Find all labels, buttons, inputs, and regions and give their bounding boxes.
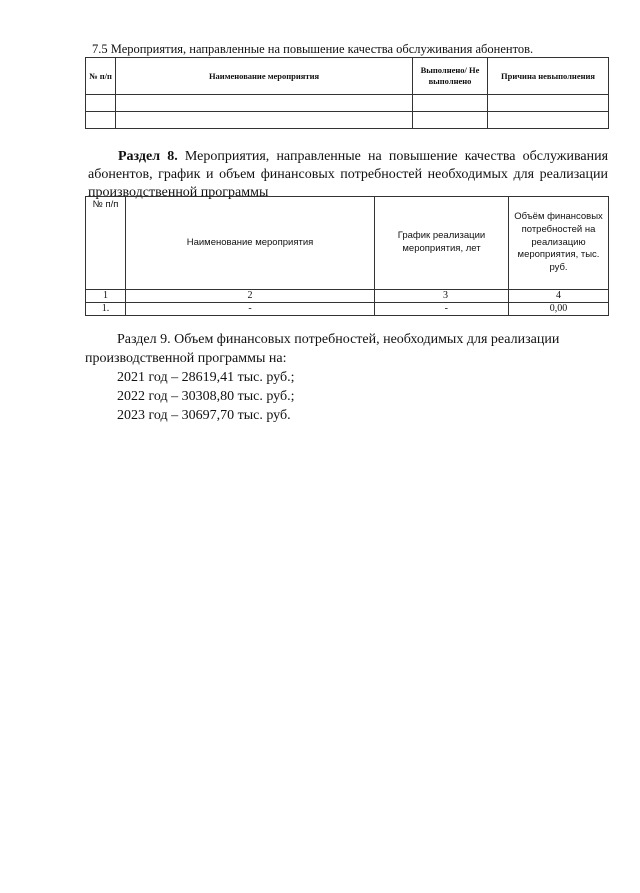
table-row [86, 95, 609, 112]
year-2021-amount: 2021 год – 28619,41 тыс. руб.; [117, 370, 295, 385]
table-cell: 1. [86, 303, 126, 316]
table-header-row [86, 197, 609, 290]
header-activity-name: Наименование мероприятия [116, 58, 413, 95]
activities-status-table [85, 57, 609, 129]
year-2023-amount: 2023 год – 30697,70 тыс. руб. [117, 408, 291, 423]
table-cell [86, 112, 116, 129]
table-cell [413, 112, 488, 129]
table-cell [116, 112, 413, 129]
table-cell: 2 [126, 290, 375, 303]
section-7-5-heading: 7.5 Мероприятия, направленные на повышение качества обслуживания абонентов. [92, 42, 534, 56]
header-number: № п/п [86, 58, 116, 95]
table-cell: 1 [86, 290, 126, 303]
table-row [86, 112, 609, 129]
table-cell [413, 95, 488, 112]
section-9-line-1: Раздел 9. Объем финансовых потребностей, необходимых для реализации [117, 332, 560, 347]
table-row [86, 303, 609, 316]
section-9-line-2: производственной программы на: [85, 351, 287, 366]
section-8-title-rest: Мероприятия, направленные на повышение качества обслуживания [184, 149, 609, 164]
section-9-paragraph [85, 330, 608, 425]
section-8-line-1 [88, 148, 608, 166]
header-reason: Причина невыполнения [488, 58, 609, 95]
table-cell [488, 112, 609, 129]
section-8-paragraph [88, 148, 608, 202]
table-cell: 0,00 [509, 303, 609, 316]
financial-needs-table [85, 196, 609, 316]
table-cell [116, 95, 413, 112]
table-cell: 4 [509, 290, 609, 303]
section-8-title: Раздел 8. [118, 149, 178, 164]
table-header-row [86, 58, 609, 95]
header-completed: Выполнено/ Не выполнено [413, 58, 488, 95]
table-cell [488, 95, 609, 112]
table-cell: - [126, 303, 375, 316]
table-cell: - [375, 303, 509, 316]
header-number: № п/п [86, 197, 126, 290]
header-schedule: График реализации мероприятия, лет [375, 197, 509, 290]
section-8-line-3: производственной программы [88, 185, 269, 200]
section-8-line-2: абонентов, график и объем финансовых потребностей необходимых для реализации [88, 167, 608, 182]
header-financial-volume: Объём финансовых потребностей на реализацию мероприятия, тыс. руб. [509, 197, 609, 290]
table-cell: 3 [375, 290, 509, 303]
header-activity-name: Наименование мероприятия [126, 197, 375, 290]
year-2022-amount: 2022 год – 30308,80 тыс. руб.; [117, 389, 295, 404]
table-index-row [86, 290, 609, 303]
table-cell [86, 95, 116, 112]
